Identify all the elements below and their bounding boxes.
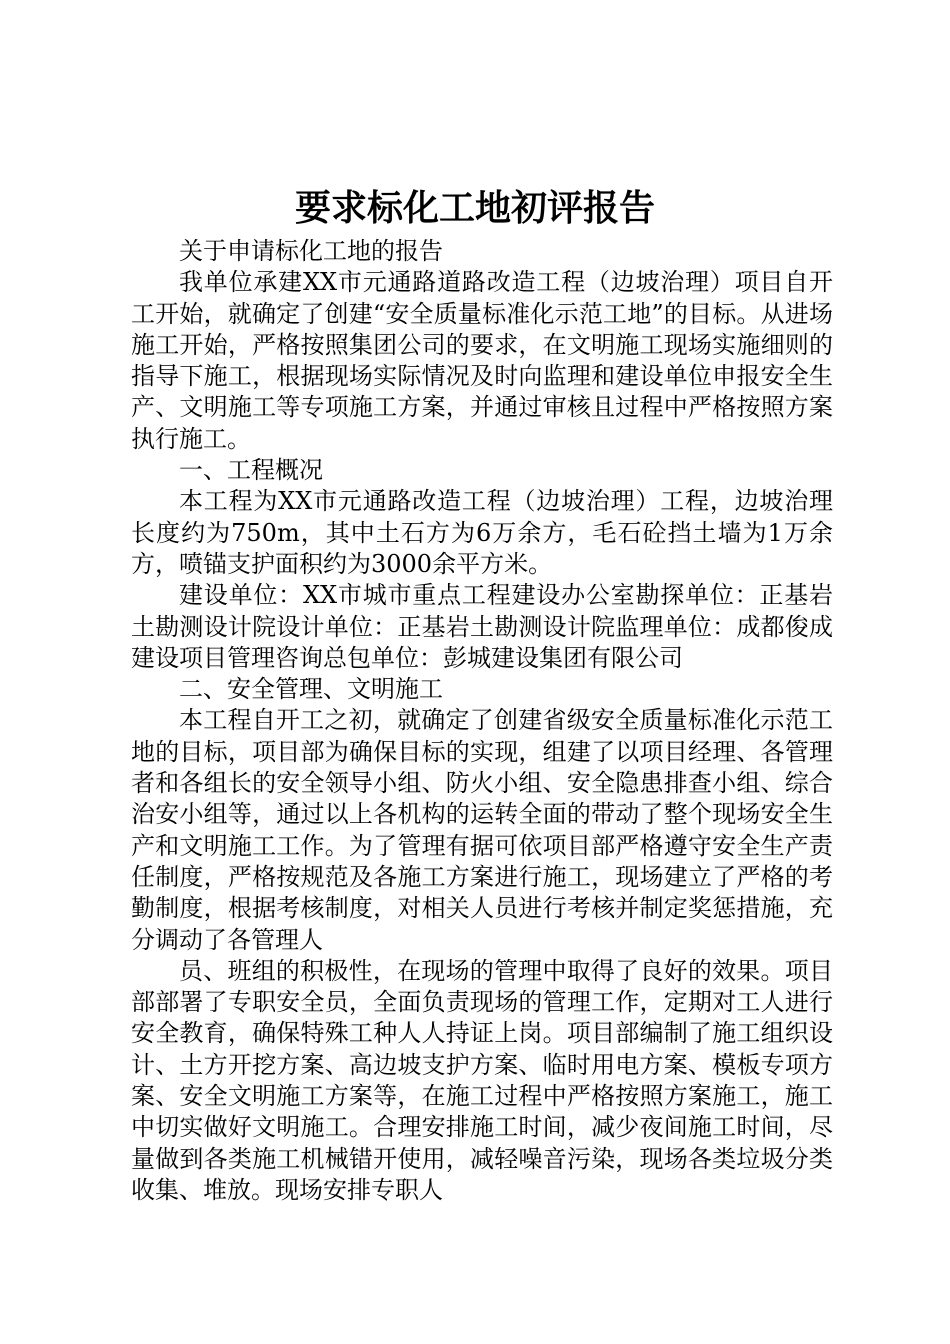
paragraph-safety: 本工程自开工之初，就确定了创建省级安全质量标准化示范工地的目标，项目部为确保目标的实现，组建了以项目经理、各管理者和各组长的安全领导小组、防火小组、安全隐患排查小组、综合治安小组等，通过以上各机构的运转全面的带动了整个现场安全生产和文明施工工作。为了管理有据可依项目部严格遵守安全生产责任制度，严格按规范及各施工方案进行施工，现场建立了严格的考勤制度，根据考核制度，对相关人员进行考核并制定奖惩措施，充分调动了各管理人 [131,706,833,954]
paragraph-subject: 关于申请标化工地的报告 [179,237,443,265]
section-heading-safety: 二、安全管理、文明施工 [179,675,443,704]
section-heading-overview: 一、工程概况 [179,456,323,485]
paragraph-intro: 我单位承建XX市元通路道路改造工程（边坡治理）项目自开工开始，就确定了创建“安全质量标准化示范工地”的目标。从进场施工开始，严格按照集团公司的要求，在文明施工现场实施细则的指导下施工，根据现场实际情况及时向监理和建设单位申报安全生产、文明施工等专项施工方案，并通过审核且过程中严格按照方案执行施工。 [131,268,833,453]
document-body [131,236,833,1206]
document-title: 要求标化工地初评报告 [294,187,655,229]
paragraph-units: 建设单位：XX市城市重点工程建设办公室勘探单位：正基岩土勘测设计院设计单位：正基岩土勘测设计院监理单位：成都俊成建设项目管理咨询总包单位：彭城建设集团有限公司 [131,581,833,672]
paragraph-safety-continued: 员、班组的积极性，在现场的管理中取得了良好的效果。项目部部署了专职安全员，全面负责现场的管理工作，定期对工人进行安全教育，确保特殊工种人人持证上岗。项目部编制了施工组织设计、土方开挖方案、高边坡支护方案、临时用电方案、模板专项方案、安全文明施工方案等，在施工过程中严格按照方案施工，施工中切实做好文明施工。合理安排施工时间，减少夜间施工时间，尽量做到各类施工机械错开使用，减轻噪音污染，现场各类垃圾分类收集、堆放。现场安排专职人 [131,956,833,1204]
paragraph-overview: 本工程为XX市元通路改造工程（边坡治理）工程，边坡治理长度约为750m，其中土石方为6万余方，毛石砼挡土墙为1万余方，喷锚支护面积约为3000余平方米。 [131,487,833,578]
